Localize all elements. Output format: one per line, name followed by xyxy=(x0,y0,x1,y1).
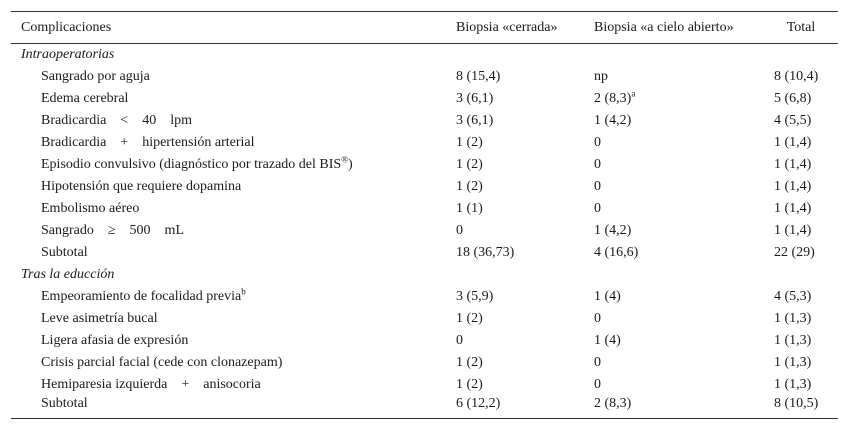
label-text: Leve asimetría bucal xyxy=(41,310,158,326)
closed-biopsy-value: 0 xyxy=(456,332,463,348)
closed-biopsy-value: 1 (1) xyxy=(456,200,483,216)
header-row xyxy=(11,12,838,44)
header-complications: Complicaciones xyxy=(21,19,112,35)
total-value: 1 (1,4) xyxy=(774,200,812,216)
total-value: 5 (6,8) xyxy=(774,90,812,106)
table-row xyxy=(11,242,838,264)
table-row xyxy=(11,352,838,374)
complication-label xyxy=(11,396,446,419)
label-text: Bradicardia < 40 lpm xyxy=(41,112,192,128)
label-text: Bradicardia + hipertensión arterial xyxy=(41,134,255,150)
open-biopsy-value xyxy=(584,88,764,110)
label-text: Empeoramiento de focalidad previa xyxy=(41,288,242,304)
total-value: 1 (1,4) xyxy=(774,222,812,238)
label-text: Embolismo aéreo xyxy=(41,200,140,216)
closed-biopsy-value: 1 (2) xyxy=(456,310,483,326)
label-text: Hipotensión que requiere dopamina xyxy=(41,178,242,194)
open-biopsy-value xyxy=(584,198,764,220)
open-value-text: 0 xyxy=(594,200,601,216)
closed-biopsy-value: 1 (2) xyxy=(456,156,483,172)
open-value-text: np xyxy=(594,68,608,84)
label-text: Crisis parcial facial (cede con clonazepam) xyxy=(41,354,283,370)
table-row xyxy=(11,286,838,308)
open-value-text: 0 xyxy=(594,376,601,392)
closed-biopsy-value: 0 xyxy=(456,222,463,238)
table-row xyxy=(11,396,838,419)
label-text: Subtotal xyxy=(41,395,88,411)
table-row xyxy=(11,374,838,396)
closed-biopsy-value: 1 (2) xyxy=(456,376,483,392)
label-text: Ligera afasia de expresión xyxy=(41,332,189,348)
open-biopsy-value xyxy=(584,308,764,330)
open-biopsy-value xyxy=(584,374,764,396)
open-value-text: 0 xyxy=(594,178,601,194)
total-value: 1 (1,3) xyxy=(774,354,812,370)
open-value-footnote: a xyxy=(631,87,636,98)
closed-biopsy-value: 3 (6,1) xyxy=(456,112,494,128)
label-text: Hemiparesia izquierda + anisocoria xyxy=(41,376,261,392)
section-row xyxy=(11,264,838,286)
table-row xyxy=(11,220,838,242)
total-value: 1 (1,4) xyxy=(774,178,812,194)
closed-biopsy-value: 8 (15,4) xyxy=(456,68,501,84)
open-value-text: 0 xyxy=(594,156,601,172)
table-row xyxy=(11,198,838,220)
section-row xyxy=(11,44,838,66)
complication-label xyxy=(11,176,446,198)
total-value: 8 (10,4) xyxy=(774,68,819,84)
complication-label xyxy=(11,286,446,308)
table-body xyxy=(11,44,838,419)
total-value: 1 (1,4) xyxy=(774,156,812,172)
open-value-text: 1 (4) xyxy=(594,332,621,348)
label-footnote: ® xyxy=(341,153,349,164)
label-text-after: ) xyxy=(348,156,353,172)
label-footnote: b xyxy=(241,285,246,296)
open-biopsy-value xyxy=(584,396,764,419)
open-value-text: 4 (16,6) xyxy=(594,244,639,260)
label-text: Edema cerebral xyxy=(41,90,129,106)
open-biopsy-value xyxy=(584,242,764,264)
complication-label xyxy=(11,110,446,132)
open-value-text: 1 (4,2) xyxy=(594,222,632,238)
closed-biopsy-value: 3 (5,9) xyxy=(456,288,494,304)
closed-biopsy-value: 6 (12,2) xyxy=(456,395,501,411)
closed-biopsy-value: 1 (2) xyxy=(456,178,483,194)
label-text: Sangrado ≥ 500 mL xyxy=(41,222,185,238)
complication-label xyxy=(11,66,446,88)
open-biopsy-value xyxy=(584,220,764,242)
open-biopsy-value xyxy=(584,66,764,88)
complication-label xyxy=(11,132,446,154)
total-value: 1 (1,3) xyxy=(774,376,812,392)
label-text: Episodio convulsivo (diagnóstico por trazado del BIS xyxy=(41,156,342,172)
open-value-text: 1 (4) xyxy=(594,288,621,304)
open-value-text: 2 (8,3) xyxy=(594,90,632,106)
header-total: Total xyxy=(786,19,816,35)
total-value: 1 (1,3) xyxy=(774,332,812,348)
label-text: Sangrado por aguja xyxy=(41,68,150,84)
open-value-text: 0 xyxy=(594,354,601,370)
complication-label xyxy=(11,330,446,352)
open-biopsy-value xyxy=(584,132,764,154)
table-row xyxy=(11,308,838,330)
table-row xyxy=(11,154,838,176)
total-value: 8 (10,5) xyxy=(774,395,819,411)
open-biopsy-value xyxy=(584,352,764,374)
complication-label xyxy=(11,242,446,264)
open-biopsy-value xyxy=(584,286,764,308)
complication-label xyxy=(11,352,446,374)
table-row xyxy=(11,176,838,198)
total-value: 4 (5,5) xyxy=(774,112,812,128)
open-value-text: 2 (8,3) xyxy=(594,395,632,411)
open-biopsy-value xyxy=(584,154,764,176)
total-value: 1 (1,4) xyxy=(774,134,812,150)
open-value-text: 0 xyxy=(594,134,601,150)
complication-label xyxy=(11,154,446,176)
table-row xyxy=(11,132,838,154)
open-biopsy-value xyxy=(584,110,764,132)
open-biopsy-value xyxy=(584,176,764,198)
complication-label xyxy=(11,374,446,396)
label-text: Subtotal xyxy=(41,244,88,260)
closed-biopsy-value: 3 (6,1) xyxy=(456,90,494,106)
open-value-text: 1 (4,2) xyxy=(594,112,632,128)
header-closed-biopsy: Biopsia «cerrada» xyxy=(456,19,558,35)
section-title: Intraoperatorias xyxy=(21,46,115,62)
section-title: Tras la educción xyxy=(21,266,115,282)
table-row xyxy=(11,330,838,352)
table-row xyxy=(11,66,838,88)
complication-label xyxy=(11,198,446,220)
complication-label xyxy=(11,88,446,110)
open-value-text: 0 xyxy=(594,310,601,326)
complication-label xyxy=(11,308,446,330)
total-value: 1 (1,3) xyxy=(774,310,812,326)
total-value: 22 (29) xyxy=(774,244,815,260)
table-row xyxy=(11,110,838,132)
open-biopsy-value xyxy=(584,330,764,352)
closed-biopsy-value: 1 (2) xyxy=(456,134,483,150)
table-row xyxy=(11,88,838,110)
closed-biopsy-value: 18 (36,73) xyxy=(456,244,515,260)
total-value: 4 (5,3) xyxy=(774,288,812,304)
complication-label xyxy=(11,220,446,242)
complications-table xyxy=(11,11,838,419)
closed-biopsy-value: 1 (2) xyxy=(456,354,483,370)
header-open-biopsy: Biopsia «a cielo abierto» xyxy=(594,19,734,35)
